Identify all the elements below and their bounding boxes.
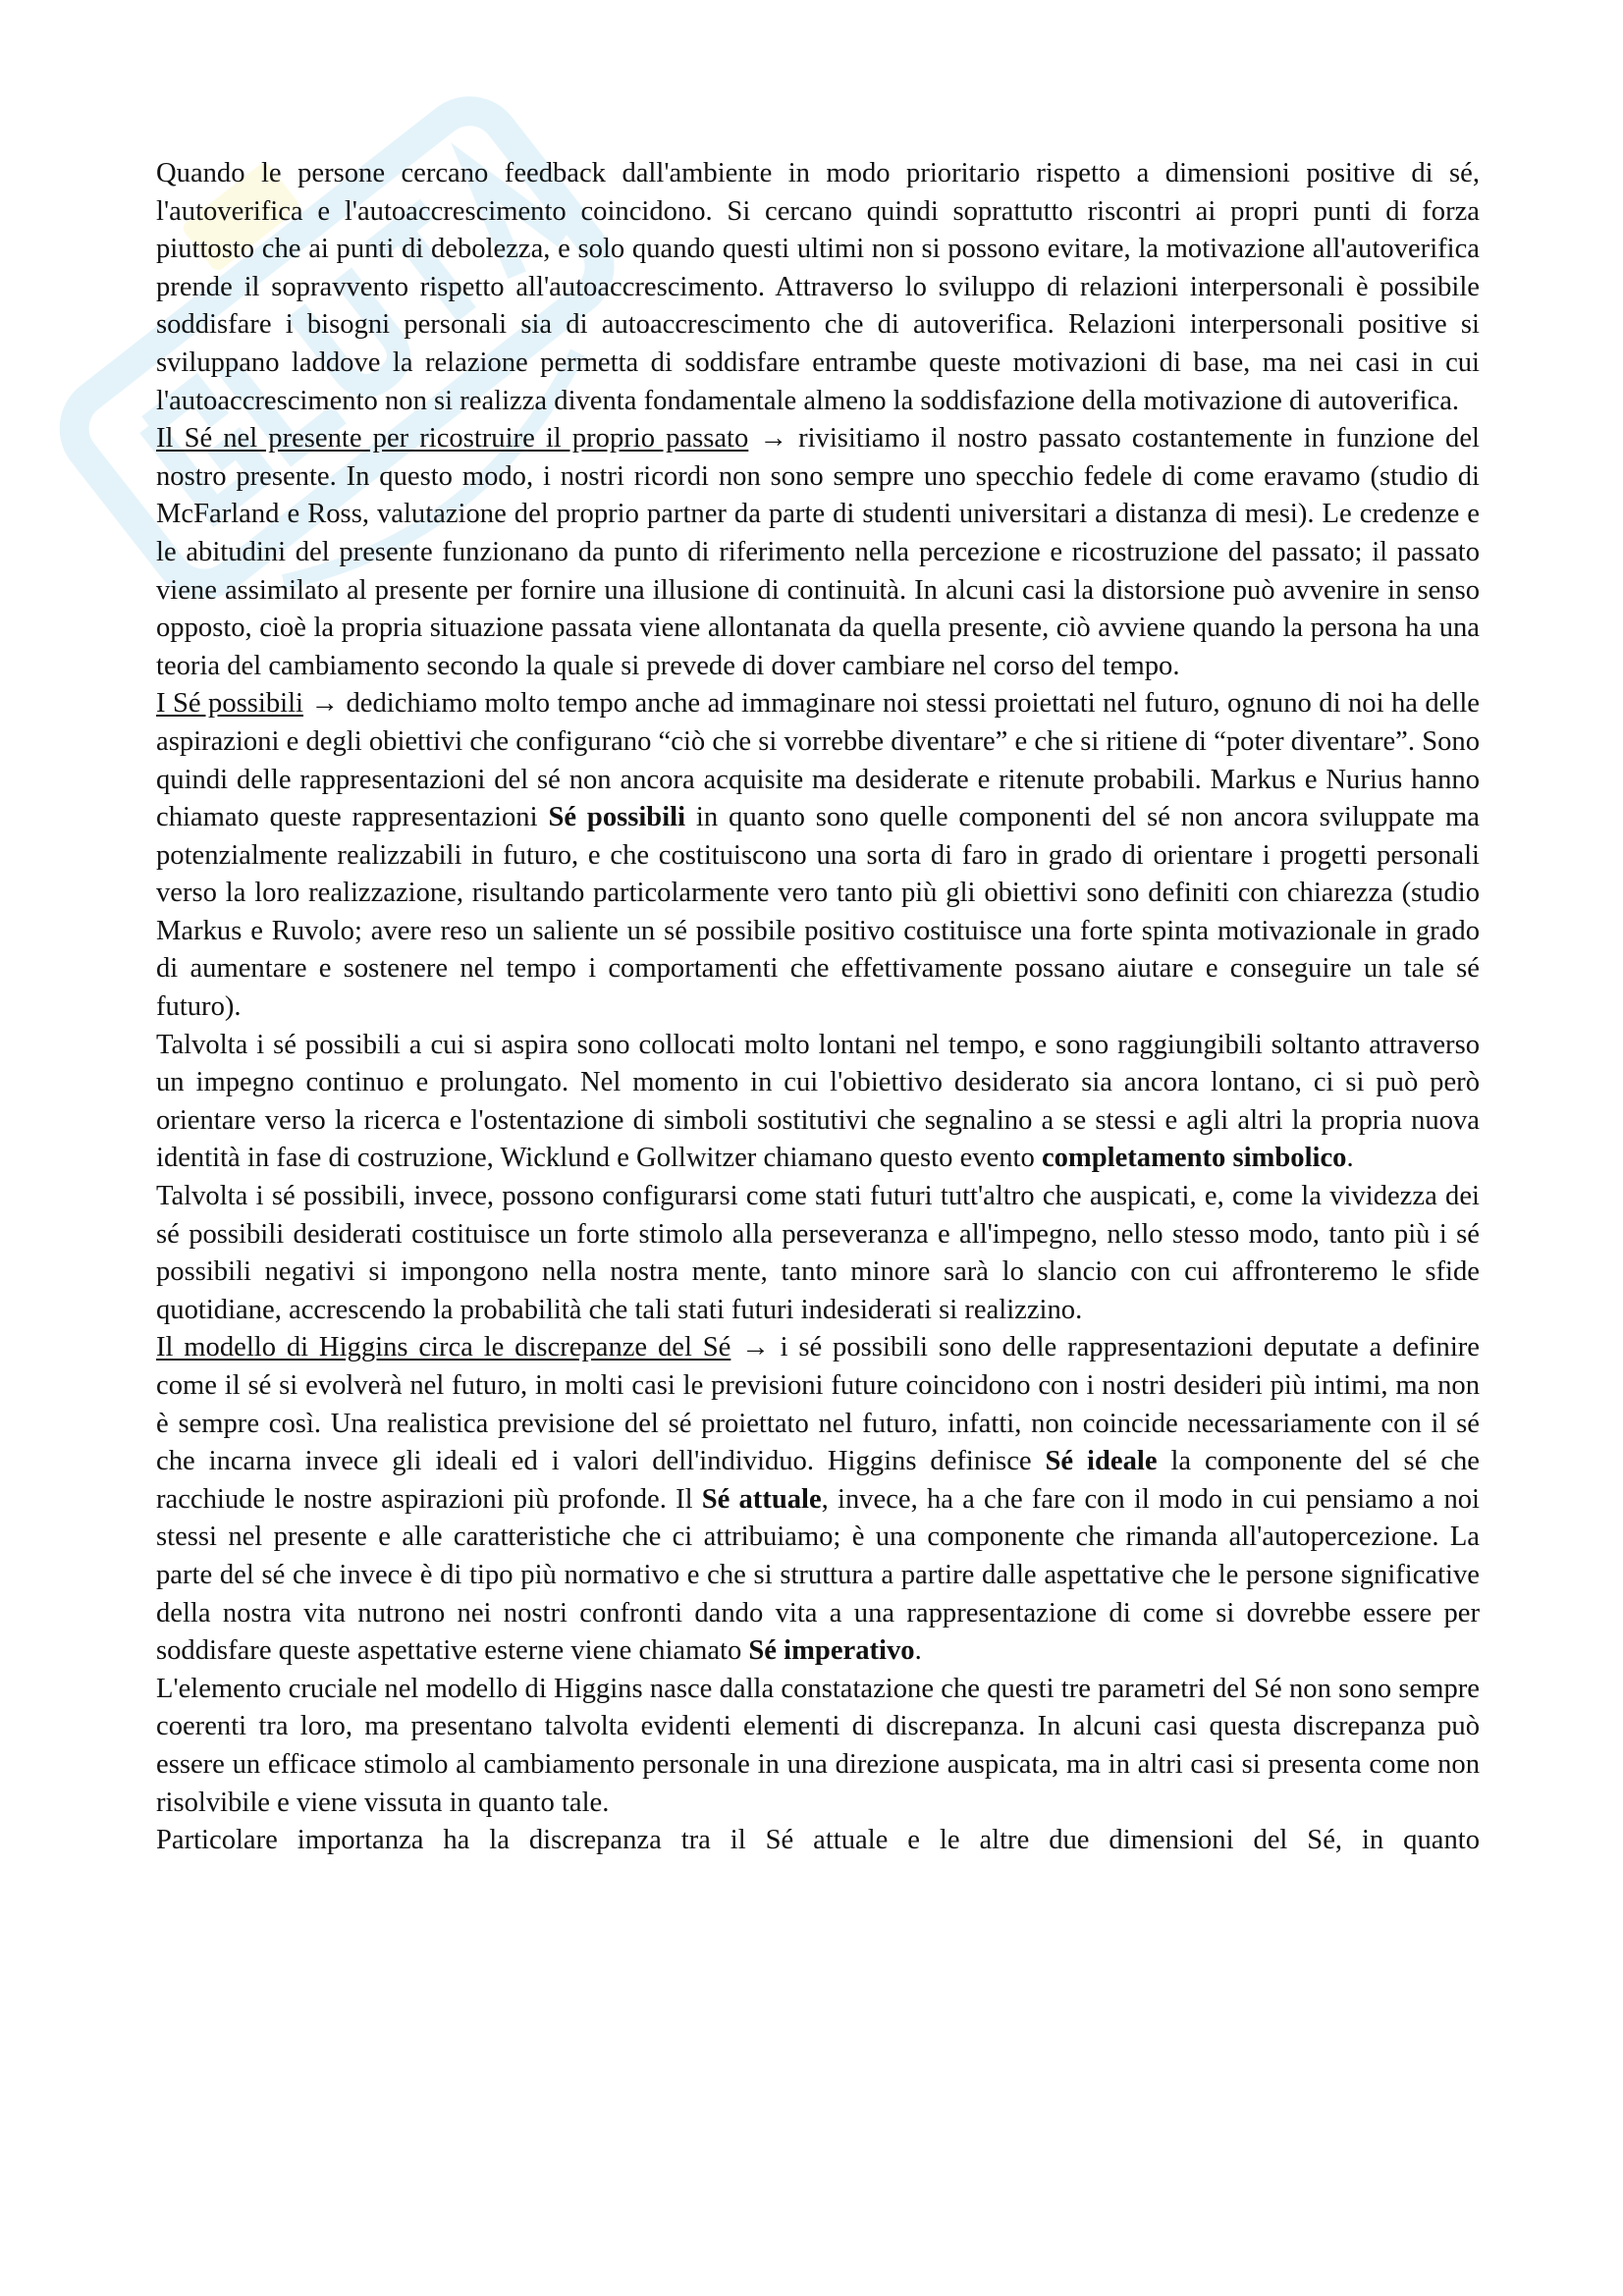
document-body bbox=[156, 155, 1480, 1860]
bold-term: Sé imperativo bbox=[748, 1635, 915, 1667]
bold-term: Sé attuale bbox=[701, 1483, 822, 1515]
section-heading: Il modello di Higgins circa le discrepanze del Sé bbox=[156, 1332, 731, 1363]
bold-term: Sé possibili bbox=[548, 802, 686, 833]
paragraph-text: . bbox=[1346, 1143, 1354, 1174]
paragraph bbox=[156, 1822, 1480, 1860]
paragraph bbox=[156, 685, 1480, 1026]
paragraph-text: Talvolta i sé possibili, invece, possono configurarsi come stati futuri tutt'altro che auspicati, e, come la vividezza dei sé possibili desiderati costituisce un forte stimolo alla perseveranza e all'impegno, nello stesso modo, tanto più i sé possibili negativi si impongono nella nostra mente, tanto minore sarà lo slancio con cui affronteremo le sfide quotidiane, accrescendo la probabilità che tali stati futuri indesiderati si realizzino. bbox=[156, 1181, 1480, 1325]
bold-term: completamento simbolico bbox=[1041, 1143, 1347, 1174]
paragraph bbox=[156, 1178, 1480, 1329]
paragraph-text: L'elemento cruciale nel modello di Higgins nasce dalla constatazione che questi tre parametri del Sé non sono sempre coerenti tra loro, ma presentano talvolta evidenti elementi di discrepanza. In alcuni casi questa discrepanza può essere un efficace stimolo al cambiamento personale in una direzione auspicata, ma in altri casi si presenta come non risolvibile e viene vissuta in quanto tale. bbox=[156, 1673, 1480, 1818]
section-heading: Il Sé nel presente per ricostruire il proprio passato bbox=[156, 423, 749, 454]
bold-term: Sé ideale bbox=[1045, 1446, 1158, 1477]
paragraph-text: → i sé possibili sono delle rappresentazioni deputate a definire come il sé si evolverà nel futuro, in molti casi le previsioni future coincidono con i nostri desideri più intimi, ma non è sempre così. Una realistica previsione del sé proiettato nel futuro, infatti, non coincide necessariamente con il sé che incarna invece gli ideali ed i valori dell'individuo. Higgins definisce bbox=[156, 1332, 1481, 1477]
paragraph-text: . bbox=[914, 1635, 922, 1667]
paragraph-text: → rivisitiamo il nostro passato costantemente in funzione del nostro presente. In questo modo, i nostri ricordi non sono sempre uno specchio fedele di come eravamo (studio di McFarland e Ross, valutazione del proprio partner da parte di studenti universitari a distanza di mesi). Le credenze e le abitudini del presente funzionano da punto di riferimento nella percezione e ricostruzione del passato; il passato viene assimilato al presente per fornire una illusione di continuità. In alcuni casi la distorsione può avvenire in senso opposto, cioè la propria situazione passata viene allontanata da quella presente, ciò avviene quando la persona ha una teoria del cambiamento secondo la quale si prevede di dover cambiare nel corso del tempo. bbox=[156, 423, 1480, 681]
paragraph bbox=[156, 420, 1480, 685]
paragraph-text: in quanto sono quelle componenti del sé non ancora sviluppate ma potenzialmente realizzabili in futuro, e che costituiscono una sorta di faro in grado di orientare i progetti personali verso la loro realizzazione, risultando particolarmente vero tanto più gli obiettivi sono definiti con chiarezza (studio Markus e Ruvolo; avere reso un saliente un sé possibile positivo costituisce una forte spinta motivazionale in grado di aumentare e sostenere nel tempo i comportamenti che effettivamente possano aiutare e conseguire un tale sé futuro). bbox=[156, 802, 1480, 1023]
paragraph bbox=[156, 1027, 1480, 1178]
paragraph bbox=[156, 155, 1480, 420]
paragraph-text: la componente del sé che racchiude le nostre aspirazioni più profonde. Il bbox=[156, 1446, 1480, 1515]
paragraph-text: Particolare importanza ha la discrepanza tra il Sé attuale e le altre due dimensioni del Sé, in quanto bbox=[156, 1825, 1480, 1856]
paragraph-text: , invece, ha a che fare con il modo in cui pensiamo a noi stessi nel presente e alle caratteristiche che ci attribuiamo; è una componente che rimanda all'autopercezione. La parte del sé che invece è di tipo più normativo e che si struttura a partire dalle aspettative che le persone significative della nostra vita nutrono nei nostri confronti dando vita a una rappresentazione di come si dovrebbe essere per soddisfare queste aspettative esterne viene chiamato bbox=[156, 1483, 1480, 1667]
paragraph bbox=[156, 1671, 1480, 1822]
paragraph bbox=[156, 1329, 1480, 1670]
paragraph-text: Quando le persone cercano feedback dall'ambiente in modo prioritario rispetto a dimensioni positive di sé, l'autoverifica e l'autoaccrescimento coincidono. Si cercano quindi soprattutto riscontri ai propri punti di forza piuttosto che ai punti di debolezza, e solo quando questi ultimi non si possono evitare, la motivazione all'autoverifica prende il sopravvento rispetto all'autoaccrescimento. Attraverso lo sviluppo di relazioni interpersonali è possibile soddisfare i bisogni personali sia di autoaccrescimento che di autoverifica. Relazioni interpersonali positive si sviluppano laddove la relazione permetta di soddisfare entrambe queste motivazioni di base, ma nei casi in cui l'autoaccrescimento non si realizza diventa fondamentale almeno la soddisfazione della motivazione di autoverifica. bbox=[156, 158, 1480, 416]
section-heading: I Sé possibili bbox=[156, 688, 303, 720]
paragraph-text: → dedichiamo molto tempo anche ad immaginare noi stessi proiettati nel futuro, ognuno di noi ha delle aspirazioni e degli obiettivi che configurano “ciò che si vorrebbe diventare” e che si ritiene di “poter diventare”. Sono quindi delle rappresentazioni del sé non ancora acquisite ma desiderate e ritenute probabili. Markus e Nurius hanno chiamato queste rappresentazioni bbox=[156, 688, 1480, 833]
paragraph-text: Talvolta i sé possibili a cui si aspira sono collocati molto lontani nel tempo, e sono raggiungibili soltanto attraverso un impegno continuo e prolungato. Nel momento in cui l'obiettivo desiderato sia ancora lontano, ci si può però orientare verso la ricerca e l'ostentazione di simboli sostitutivi che segnalino a se stessi e agli altri la propria nuova identità in fase di costruzione, Wicklund e Gollwitzer chiamano questo evento bbox=[156, 1029, 1480, 1174]
